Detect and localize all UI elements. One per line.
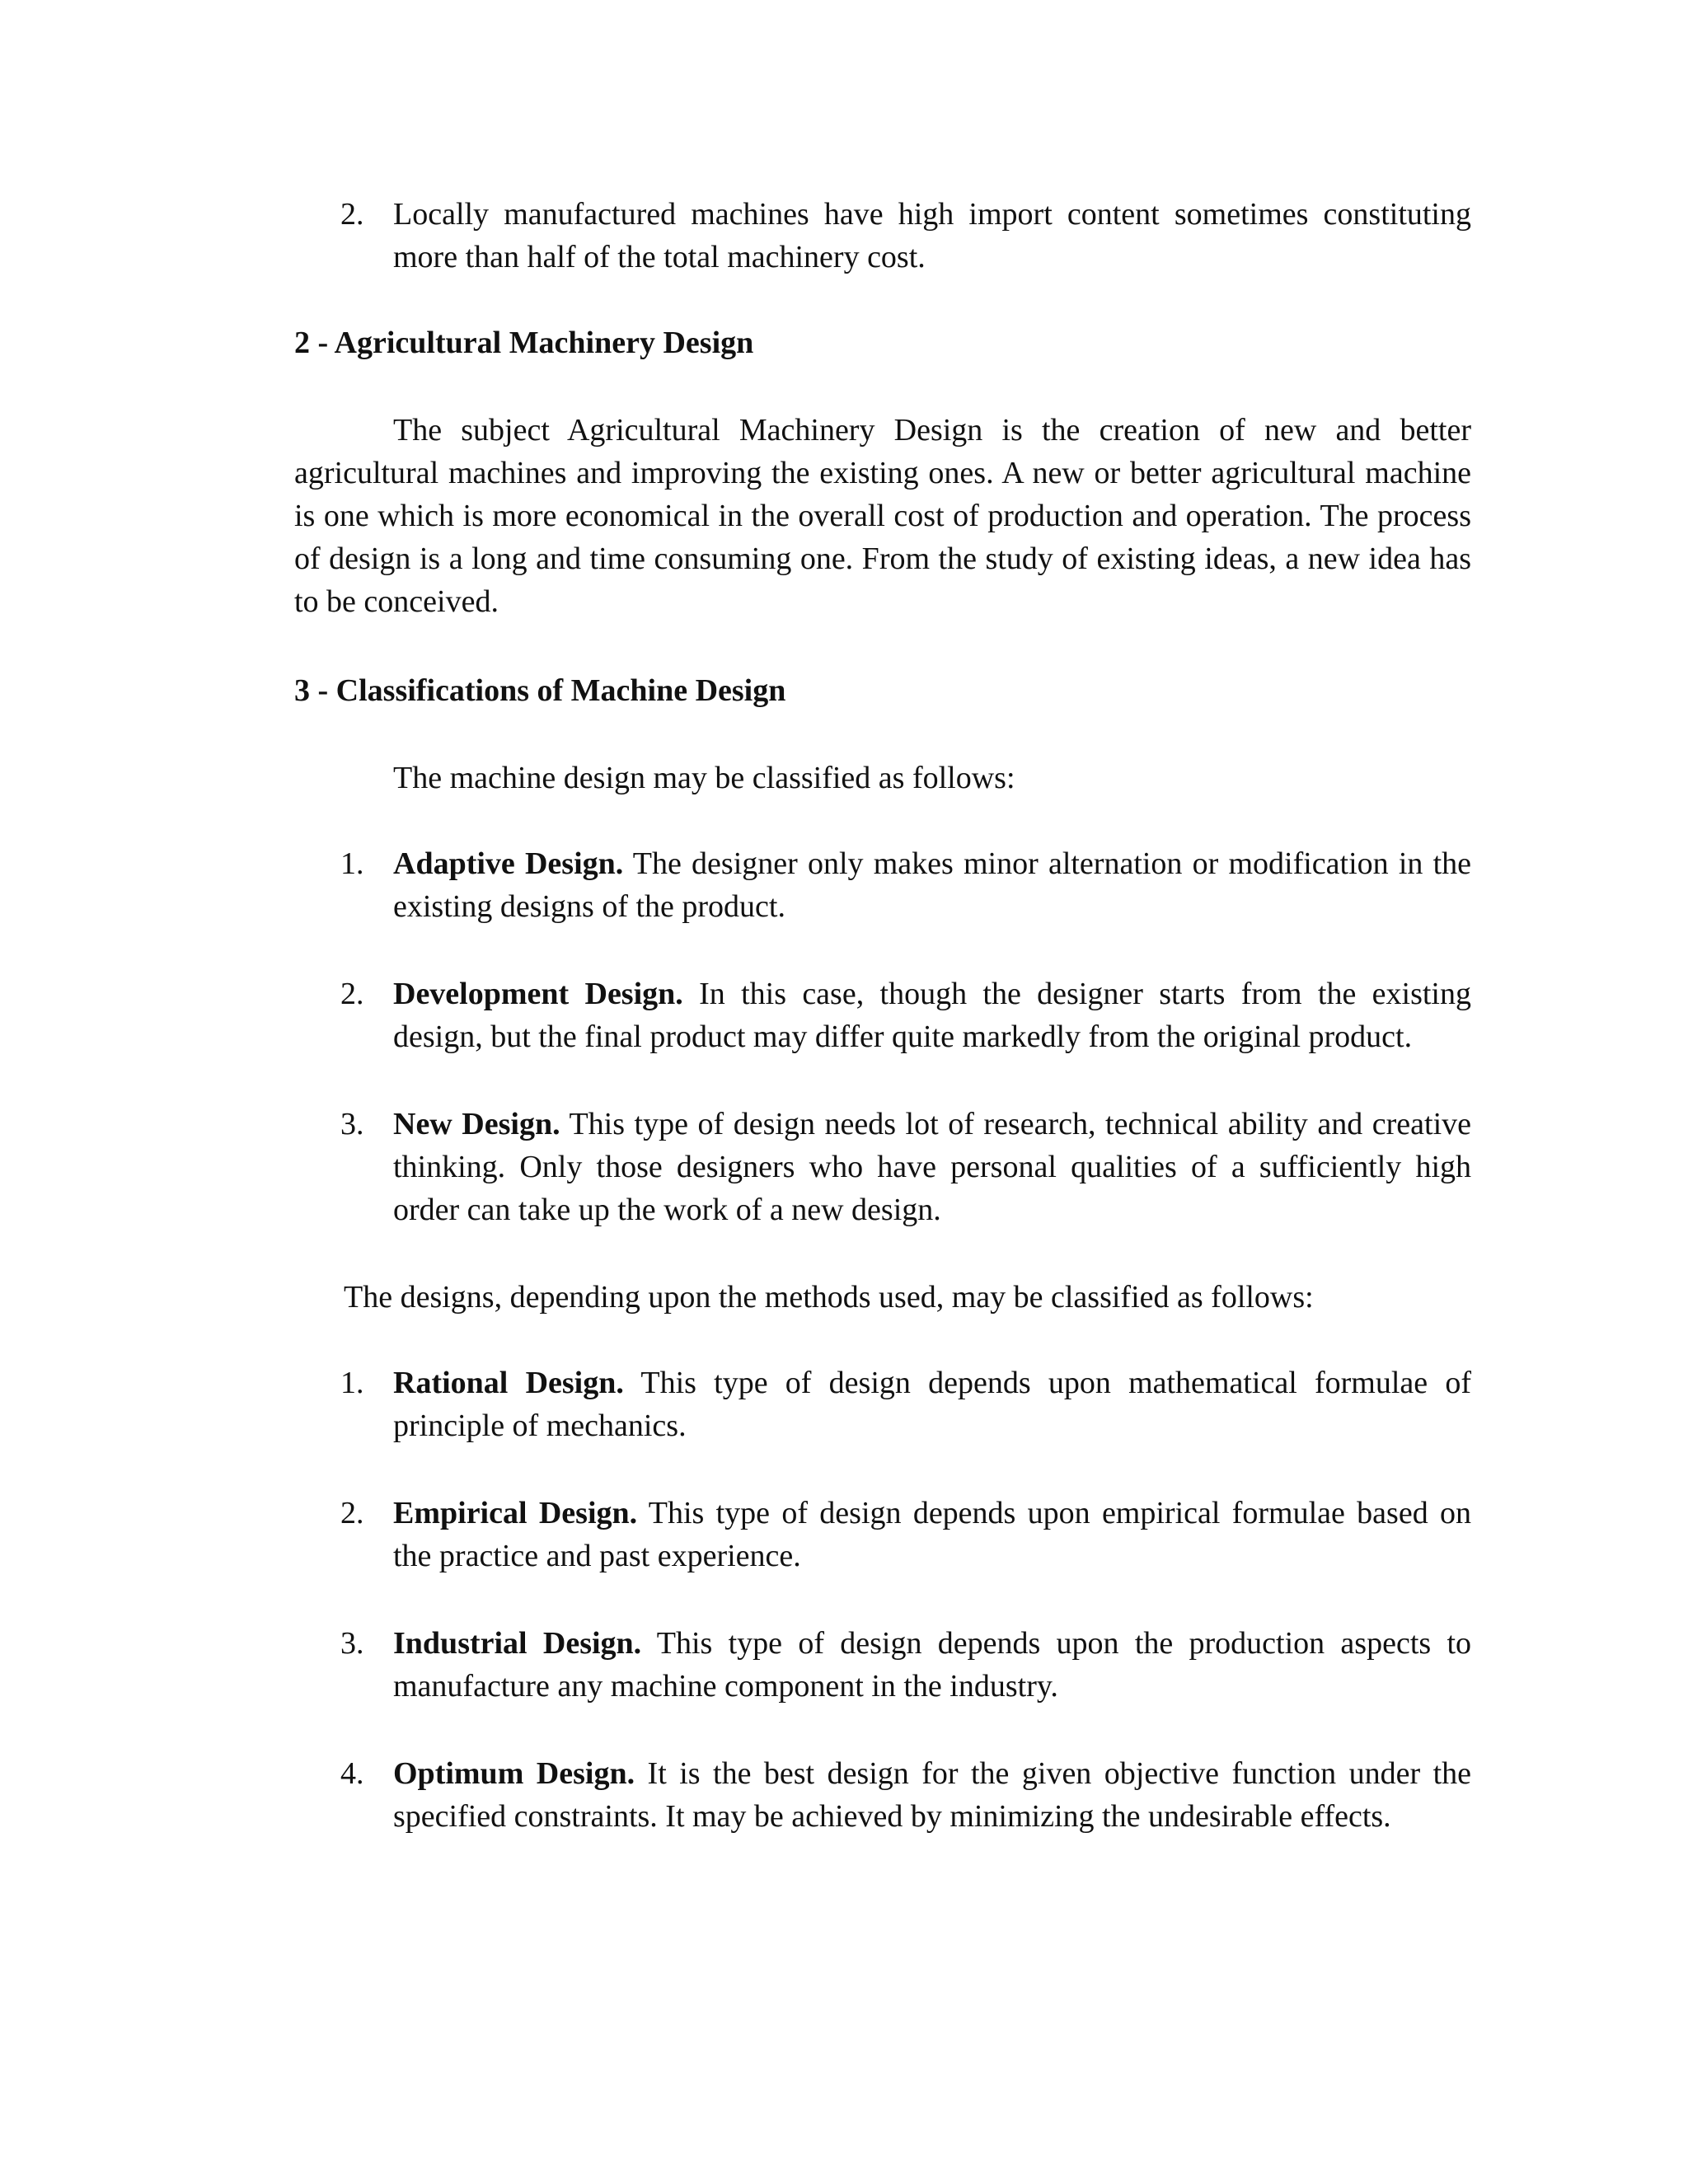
- list-item: [294, 1103, 1471, 1231]
- list-item-text: Locally manufactured machines have high import content sometimes constituting more than half of the total machinery cost.: [393, 197, 1471, 274]
- list-item-text: [393, 1492, 1471, 1577]
- list-item-description: This type of design depends upon mathematical formulae of principle of mechanics.: [393, 1366, 1471, 1443]
- section-paragraph: The subject Agricultural Machinery Design is the creation of new and better agricultural machines and improving the existing ones. A new or better agricultural machine is one which is more economical in the overall cost of production and operation. The process of design is a long and time consuming one. From the study of existing ideas, a new idea has to be conceived.: [294, 413, 1471, 619]
- list-number: 1.: [340, 1366, 364, 1400]
- list-item: [294, 1752, 1471, 1838]
- list-item-description: It is the best design for the given objective function under the specified constraints. It may be achieved by minimizing the undesirable effects.: [393, 1756, 1471, 1834]
- list-item: [294, 1622, 1471, 1708]
- list-item-text: [393, 1622, 1471, 1708]
- methods-intro: The designs, depending upon the methods used, may be classified as follows:: [344, 1280, 1314, 1315]
- list-item-text: [393, 842, 1471, 928]
- section-heading-classifications: 3 - Classifications of Machine Design: [294, 673, 786, 708]
- list-number: 1.: [340, 846, 364, 881]
- list-item: [294, 1492, 1471, 1577]
- list-item-text: [393, 1361, 1471, 1447]
- list-item: [294, 842, 1471, 928]
- list-item-text: [393, 1103, 1471, 1231]
- list-item-lead: Industrial Design.: [393, 1626, 642, 1661]
- list-number: 3.: [340, 1107, 364, 1141]
- list-item-description: This type of design depends upon the production aspects to manufacture any machine component in the industry.: [393, 1626, 1472, 1704]
- classification-intro: The machine design may be classified as follows:: [393, 761, 1015, 795]
- list-item-lead: Adaptive Design.: [393, 846, 624, 881]
- list-number: 4.: [340, 1756, 364, 1791]
- list-number: 3.: [340, 1626, 364, 1661]
- list-item: [294, 972, 1471, 1058]
- list-item-lead: New Design.: [393, 1107, 560, 1141]
- list-item-lead: Rational Design.: [393, 1366, 624, 1400]
- list-item-description: This type of design needs lot of research, technical ability and creative thinking. Only those designers who have personal qualities of a sufficiently high order can take up the work of a new design.: [393, 1107, 1471, 1227]
- list-number: 2.: [340, 977, 364, 1011]
- list-item: [294, 193, 1471, 279]
- list-item-text: [393, 1752, 1471, 1838]
- list-item-lead: Development Design.: [393, 977, 683, 1011]
- list-item-description: This type of design depends upon empirical formulae based on the practice and past experience.: [393, 1496, 1472, 1573]
- list-number: 2.: [340, 1496, 364, 1530]
- section-heading-agricultural-machinery-design: 2 - Agricultural Machinery Design: [294, 326, 754, 360]
- list-item: [294, 1361, 1471, 1447]
- list-item-text: [393, 972, 1471, 1058]
- list-number: 2.: [340, 197, 364, 232]
- list-item-lead: Optimum Design.: [393, 1756, 635, 1791]
- list-item-description: The designer only makes minor alternation or modification in the existing designs of the product.: [393, 846, 1472, 924]
- list-item-description: In this case, though the designer starts from the existing design, but the final product may differ quite markedly from the original product.: [393, 977, 1471, 1054]
- list-item-lead: Empirical Design.: [393, 1496, 638, 1530]
